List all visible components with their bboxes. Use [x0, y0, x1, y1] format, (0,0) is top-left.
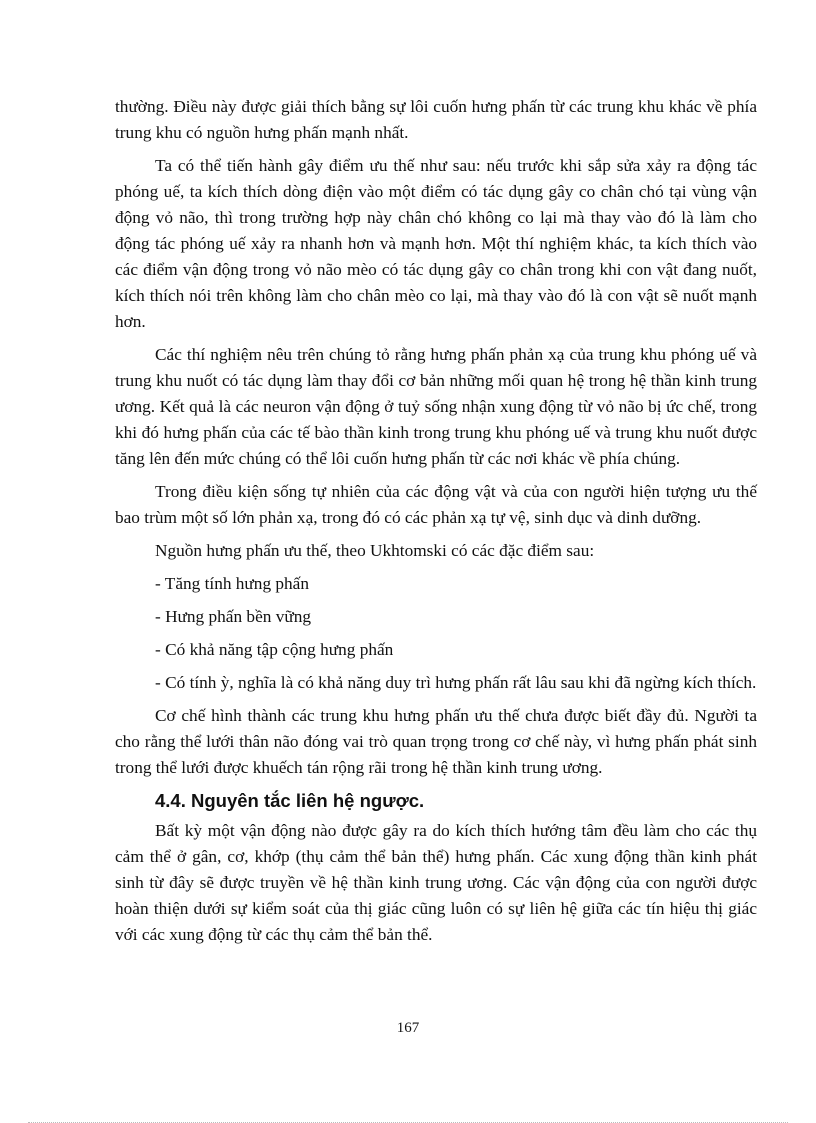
paragraph-list-intro: Nguồn hưng phấn ưu thế, theo Ukhtomski có các đặc điểm sau:: [155, 541, 595, 560]
paragraph-dominance-experiment: Ta có thể tiến hành gây điểm ưu thế như sau: nếu trước khi sắp sửa xảy ra động tác phóng uế, ta kích thích dòng điện vào một điểm có tác dụng gây co chân chó tại vùng vận động vỏ não, thì trong trường hợp này chân chó không co lại mà thay vào đó là làm cho động tác phóng uế xảy ra nhanh hơn và mạnh hơn. Một thí nghiệm khác, ta kích thích vào các điểm vận động trong vỏ não mèo có tác dụng gây co chân trong khi con vật đang nuốt, kích thích nói trên không làm cho chân mèo co lại, mà thay vào đó là con vật sẽ nuốt mạnh hơn.: [115, 156, 757, 331]
paragraph-feedback: Bất kỳ một vận động nào được gây ra do kích thích hướng tâm đều làm cho các thụ cảm thể ở gân, cơ, khớp (thụ cảm thể bản thể) hưng phấn. Các xung động thần kinh phát sinh từ đây sẽ được truyền về hệ thần kinh trung ương. Các vận động của con người được hoàn thiện dưới sự kiểm soát của thị giác cũng luôn có sự liên hệ giữa các tín hiệu thị giác với các xung động từ các thụ cảm thể bản thể.: [115, 821, 757, 944]
page-number: 167: [396, 1020, 420, 1036]
paragraph-natural-conditions: Trong điều kiện sống tự nhiên của các động vật và của con người hiện tượng ưu thế bao trùm một số lớn phản xạ, trong đó có các phản xạ tự vệ, sinh dục và dinh dưỡng.: [115, 482, 757, 527]
paragraph-continuation: thường. Điều này được giải thích bằng sự lôi cuốn hưng phấn từ các trung khu khác về phía trung khu có nguồn hưng phấn mạnh nhất.: [115, 97, 757, 142]
characteristics-list: [115, 571, 757, 696]
list-item: - Tăng tính hưng phấn: [155, 574, 309, 593]
list-item: - Hưng phấn bền vững: [155, 607, 311, 626]
page-body: [115, 94, 757, 948]
paragraph-experiment-results: Các thí nghiệm nêu trên chúng tỏ rằng hưng phấn phản xạ của trung khu phóng uế và trung khu nuốt có tác dụng làm thay đổi cơ bản những mối quan hệ trong hệ thần kinh trung ương. Kết quả là các neuron vận động ở tuỷ sống nhận xung động từ vỏ não bị ức chế, trong khi đó hưng phấn của các tế bào thần kinh trong trung khu phóng uế và trung khu nuốt được tăng lên đến mức chúng có thể lôi cuốn hưng phấn từ các nơi khác về phía chúng.: [115, 345, 757, 468]
paragraph-mechanism: Cơ chế hình thành các trung khu hưng phấn ưu thế chưa được biết đầy đủ. Người ta cho rằng thể lưới thân não đóng vai trò quan trọng trong cơ chế này, vì hưng phấn phát sinh trong thể lưới được khuếch tán rộng rãi trong hệ thần kinh trung ương.: [115, 706, 757, 777]
list-item: - Có khả năng tập cộng hưng phấn: [155, 640, 394, 659]
list-item: - Có tính ỳ, nghĩa là có khả năng duy trì hưng phấn rất lâu sau khi đã ngừng kích thích.: [155, 673, 757, 692]
section-heading: 4.4. Nguyên tắc liên hệ ngược.: [155, 790, 425, 811]
